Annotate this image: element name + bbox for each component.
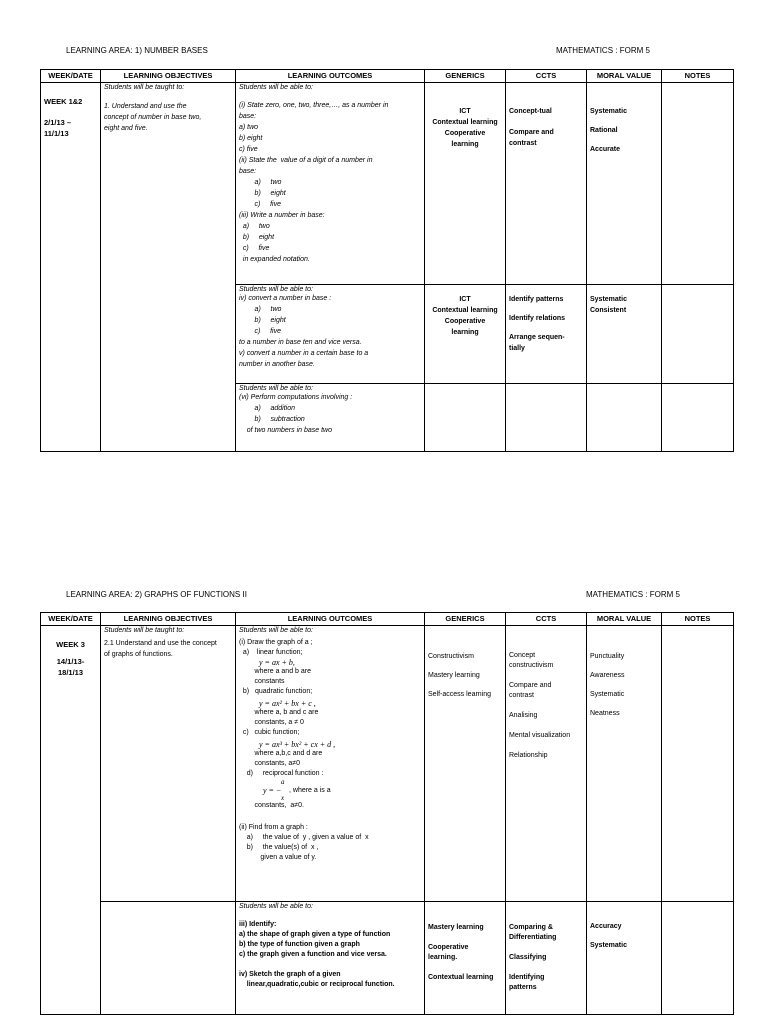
header-learning-objectives: LEARNING OBJECTIVES — [101, 70, 236, 83]
table-row — [41, 902, 734, 1015]
header-learning-outcomes: LEARNING OUTCOMES — [236, 613, 425, 626]
linear-equation: y = ax + b, — [259, 658, 295, 667]
ccts-item: Comparing & Differentiating — [509, 924, 557, 941]
ccts-item: Relationship — [509, 752, 548, 759]
outcomes-text: iv) convert a number in base : a) two b) eight c) five to a number in base ten and vice versa. v) convert a number in a certain base to a number in another base. — [239, 295, 369, 368]
ccts-item: Concept-tual — [509, 108, 552, 115]
outcomes-cell — [236, 83, 425, 285]
table-header-row — [41, 70, 734, 83]
ccts-item: Compare and contrast — [509, 682, 552, 699]
moral-item: Rational — [590, 127, 618, 134]
generics-cell — [425, 83, 506, 285]
outcome-item: d) reciprocal function : — [239, 770, 324, 777]
ccts-item: Concept constructivism — [509, 652, 554, 669]
week-date-cell — [41, 626, 101, 1015]
cubic-equation: y = ax³ + bx² + cx + d , — [259, 740, 336, 749]
header-week-date: WEEK/DATE — [41, 70, 101, 83]
date-label: 14/1/13- 18/1/13 — [56, 657, 85, 677]
outcomes-cell — [236, 626, 425, 902]
outcome-note: where a,b,c and d are constants, a≠0 — [254, 750, 323, 767]
reciprocal-equation — [263, 779, 421, 801]
moral-cell — [587, 384, 662, 452]
ccts-item: Classifying — [509, 954, 547, 961]
generics-cell — [425, 902, 506, 1015]
ccts-item: Identifying patterns — [509, 974, 545, 991]
moral-item: Awareness — [590, 672, 625, 679]
week-date-cell — [41, 83, 101, 452]
quadratic-equation: y = ax² + bx + c , — [259, 699, 316, 708]
identify-text: iii) Identify: a) the shape of graph given a type of function b) the type of function given a graph c) the graph given a function and vice versa. — [239, 921, 391, 958]
ccts-item: Identify patterns — [509, 296, 564, 303]
notes-cell — [662, 902, 734, 1015]
outcomes-intro: Students will be able to: — [239, 627, 313, 634]
moral-item: Punctuality — [590, 653, 625, 660]
generics-item: Self-access learning — [428, 691, 492, 698]
table-row — [41, 83, 734, 285]
objective-text: 2.1 Understand and use the concept of graphs of functions. — [104, 640, 217, 658]
header-moral-value: MORAL VALUE — [587, 613, 662, 626]
reciprocal-rest: , where a is a — [289, 787, 331, 794]
generics-item: Cooperative learning. — [428, 944, 469, 961]
header-generics: GENERICS — [425, 70, 506, 83]
date-label: 2/1/13 – 11/1/13 — [44, 118, 72, 138]
header-ccts: CCTS — [506, 613, 587, 626]
notes-cell — [662, 384, 734, 452]
week-label: WEEK 1&2 — [44, 97, 83, 106]
ccts-cell — [506, 285, 587, 384]
lesson-plan-table-1 — [40, 69, 734, 452]
outcome-note: where a, b and c are constants, a ≠ 0 — [254, 709, 319, 726]
notes-cell — [662, 83, 734, 285]
outcome-item: c) cubic function; — [239, 729, 300, 736]
ccts-cell — [506, 83, 587, 285]
moral-item: Systematic — [590, 691, 625, 698]
outcome-intro-line: (i) Draw the graph of a ; — [239, 639, 313, 646]
notes-cell — [662, 626, 734, 902]
objectives-intro: Students will be taught to: — [104, 627, 185, 634]
generics-cell — [425, 285, 506, 384]
header-moral-value: MORAL VALUE — [587, 70, 662, 83]
learning-area-title-1: LEARNING AREA: 1) NUMBER BASES — [66, 46, 208, 55]
generics-text: ICT Contextual learning Cooperative learning — [432, 296, 498, 336]
objectives-cell — [101, 902, 236, 1015]
outcomes-intro: Students will be able to: — [239, 286, 313, 293]
ccts-item: Compare and contrast — [509, 129, 554, 147]
learning-area-title-2: LEARNING AREA: 2) GRAPHS OF FUNCTIONS II — [66, 590, 247, 599]
generics-text: ICT Contextual learning Cooperative learning — [432, 108, 498, 148]
ccts-cell — [506, 626, 587, 902]
header-notes: NOTES — [662, 613, 734, 626]
ccts-item: Arrange sequen- tially — [509, 334, 565, 352]
outcomes-text: (i) State zero, one, two, three,…, as a number in base: a) two b) eight c) five (ii) State the value of a digit of a number in base: a) two b) eight c) five (iii) Write a number in base: a) two b) eight c) five in expanded notation. — [239, 102, 389, 263]
ccts-cell — [506, 384, 587, 452]
moral-cell — [587, 83, 662, 285]
outcome-find-text: (ii) Find from a graph : a) the value of y , given a value of x b) the value(s) of x , given a value of y. — [239, 824, 369, 861]
objectives-cell — [101, 83, 236, 452]
outcomes-intro: Students will be able to: — [239, 84, 313, 91]
outcome-note: constants, a≠0. — [239, 802, 304, 809]
header-notes: NOTES — [662, 70, 734, 83]
outcome-item: b) quadratic function; — [239, 688, 313, 695]
table-header-row — [41, 613, 734, 626]
header-learning-objectives: LEARNING OBJECTIVES — [101, 613, 236, 626]
moral-item: Neatness — [590, 710, 620, 717]
reciprocal-lhs: y = − — [263, 786, 282, 795]
moral-cell — [587, 902, 662, 1015]
sketch-text: iv) Sketch the graph of a given linear,quadratic,cubic or reciprocal function. — [239, 971, 395, 988]
generics-cell — [425, 384, 506, 452]
generics-item: Mastery learning — [428, 672, 480, 679]
moral-cell — [587, 626, 662, 902]
moral-item: Systematic Consistent — [590, 296, 627, 314]
generics-item: Contextual learning — [428, 974, 494, 981]
moral-item: Accuracy — [590, 923, 622, 930]
generics-item: Mastery learning — [428, 924, 484, 931]
outcomes-cell — [236, 285, 425, 384]
ccts-item: Analising — [509, 712, 538, 719]
outcomes-cell — [236, 902, 425, 1015]
header-week-date: WEEK/DATE — [41, 613, 101, 626]
outcome-item: a) linear function; — [239, 649, 303, 656]
lesson-plan-table-2 — [40, 612, 734, 1015]
outcomes-intro: Students will be able to: — [239, 385, 313, 392]
ccts-item: Mental visualization — [509, 732, 571, 739]
outcomes-text: (vi) Perform computations involving : a) addition b) subtraction of two numbers in base two — [239, 394, 353, 434]
generics-cell — [425, 626, 506, 902]
ccts-cell — [506, 902, 587, 1015]
moral-item: Systematic — [590, 108, 627, 115]
subject-title-2: MATHEMATICS : FORM 5 — [586, 590, 680, 599]
objectives-intro: Students will be taught to: — [104, 84, 185, 91]
moral-item: Accurate — [590, 146, 620, 153]
moral-item: Systematic — [590, 942, 627, 949]
outcomes-cell — [236, 384, 425, 452]
week-label: WEEK 3 — [56, 640, 85, 649]
generics-item: Constructivism — [428, 653, 474, 660]
moral-cell — [587, 285, 662, 384]
reciprocal-denominator: x — [281, 794, 285, 802]
notes-cell — [662, 285, 734, 384]
objective-text: 1. Understand and use the concept of number in base two, eight and five. — [104, 103, 202, 132]
outcome-note: where a and b are constants — [254, 668, 311, 685]
subject-title-1: MATHEMATICS : FORM 5 — [556, 46, 650, 55]
table-row — [41, 626, 734, 902]
header-ccts: CCTS — [506, 70, 587, 83]
objectives-cell — [101, 626, 236, 902]
ccts-item: Identify relations — [509, 315, 566, 322]
header-learning-outcomes: LEARNING OUTCOMES — [236, 70, 425, 83]
header-generics: GENERICS — [425, 613, 506, 626]
outcomes-intro: Students will be able to: — [239, 903, 313, 910]
reciprocal-numerator: a — [281, 778, 285, 786]
